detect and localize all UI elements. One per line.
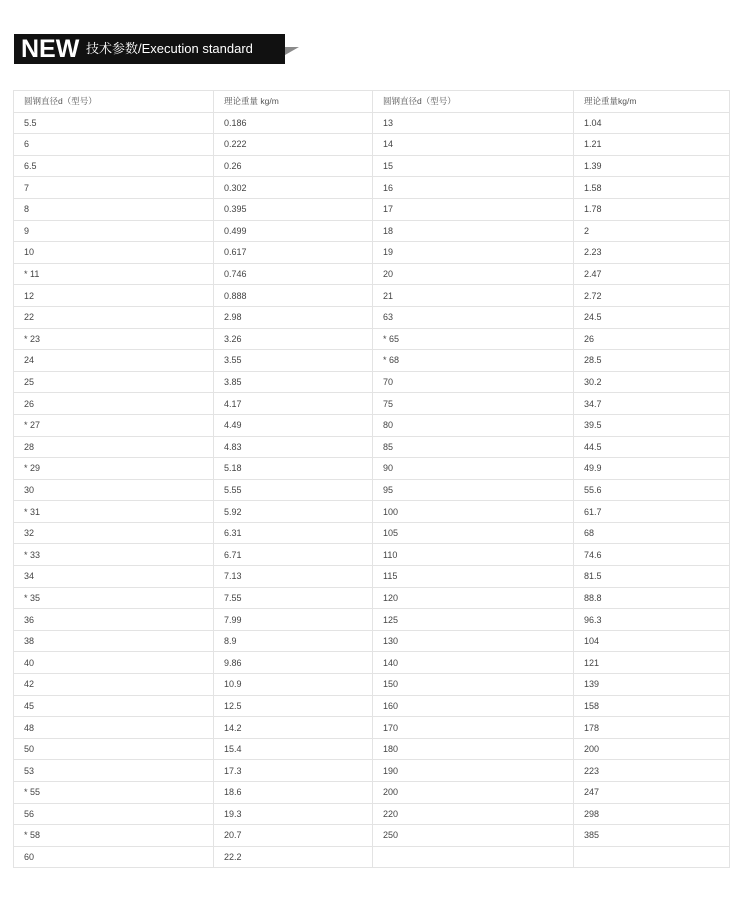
table-row <box>14 630 730 652</box>
table-row <box>14 458 730 480</box>
cell-diameter: 40 <box>14 652 214 674</box>
cell-diameter: 150 <box>373 674 574 696</box>
table-row <box>14 846 730 868</box>
cell-diameter: 250 <box>373 825 574 847</box>
cell-diameter: 220 <box>373 803 574 825</box>
cell-diameter: 10 <box>14 242 214 264</box>
cell-weight: 0.499 <box>214 220 373 242</box>
cell-weight: 7.55 <box>214 587 373 609</box>
cell-weight: 26 <box>574 328 730 350</box>
cell-diameter: 19 <box>373 242 574 264</box>
cell-diameter: 34 <box>14 566 214 588</box>
table-row <box>14 652 730 674</box>
table-row <box>14 782 730 804</box>
cell-weight: 61.7 <box>574 501 730 523</box>
cell-diameter: 28 <box>14 436 214 458</box>
cell-weight: 7.99 <box>214 609 373 631</box>
cell-diameter: * 55 <box>14 782 214 804</box>
cell-diameter: 80 <box>373 414 574 436</box>
cell-diameter: * 65 <box>373 328 574 350</box>
cell-weight: 2.98 <box>214 306 373 328</box>
cell-weight: 34.7 <box>574 393 730 415</box>
cell-diameter: 38 <box>14 630 214 652</box>
cell-weight: 4.49 <box>214 414 373 436</box>
cell-weight: 6.71 <box>214 544 373 566</box>
cell-diameter: * 31 <box>14 501 214 523</box>
cell-weight: 88.8 <box>574 587 730 609</box>
cell-diameter: 5.5 <box>14 112 214 134</box>
cell-diameter: 53 <box>14 760 214 782</box>
cell-weight: 20.7 <box>214 825 373 847</box>
table-row <box>14 220 730 242</box>
table-row <box>14 717 730 739</box>
cell-diameter: 9 <box>14 220 214 242</box>
cell-diameter: 120 <box>373 587 574 609</box>
cell-diameter: 56 <box>14 803 214 825</box>
header-cell-weight: 理论重量kg/m <box>574 91 730 113</box>
cell-diameter: * 58 <box>14 825 214 847</box>
table-row <box>14 609 730 631</box>
cell-diameter: * 33 <box>14 544 214 566</box>
table-row <box>14 242 730 264</box>
cell-diameter: 45 <box>14 695 214 717</box>
cell-diameter: 12 <box>14 285 214 307</box>
table-header-row <box>14 91 730 113</box>
cell-weight: 178 <box>574 717 730 739</box>
table-row <box>14 803 730 825</box>
cell-diameter: 20 <box>373 263 574 285</box>
banner-new-label: NEW <box>21 35 80 63</box>
cell-diameter: 75 <box>373 393 574 415</box>
table-row <box>14 738 730 760</box>
cell-weight: 68 <box>574 522 730 544</box>
cell-weight: 96.3 <box>574 609 730 631</box>
cell-weight: 39.5 <box>574 414 730 436</box>
cell-diameter: 30 <box>14 479 214 501</box>
cell-weight: 298 <box>574 803 730 825</box>
cell-diameter: 6.5 <box>14 155 214 177</box>
cell-diameter: 24 <box>14 350 214 372</box>
cell-weight: 74.6 <box>574 544 730 566</box>
cell-weight: 0.888 <box>214 285 373 307</box>
cell-weight: 15.4 <box>214 738 373 760</box>
cell-weight: 1.58 <box>574 177 730 199</box>
cell-weight: 49.9 <box>574 458 730 480</box>
table-row <box>14 760 730 782</box>
cell-weight: 17.3 <box>214 760 373 782</box>
cell-diameter: 7 <box>14 177 214 199</box>
table-row <box>14 544 730 566</box>
cell-diameter: 50 <box>14 738 214 760</box>
cell-diameter: 170 <box>373 717 574 739</box>
cell-diameter: 160 <box>373 695 574 717</box>
cell-weight: 104 <box>574 630 730 652</box>
cell-weight: 158 <box>574 695 730 717</box>
cell-diameter <box>373 846 574 868</box>
cell-weight: 5.55 <box>214 479 373 501</box>
cell-weight: 0.395 <box>214 198 373 220</box>
cell-weight: 2.72 <box>574 285 730 307</box>
cell-diameter: 14 <box>373 134 574 156</box>
cell-diameter: 13 <box>373 112 574 134</box>
cell-weight: 4.17 <box>214 393 373 415</box>
header-cell-weight: 理论重量 kg/m <box>214 91 373 113</box>
cell-diameter: 130 <box>373 630 574 652</box>
cell-diameter: 17 <box>373 198 574 220</box>
cell-weight: 12.5 <box>214 695 373 717</box>
cell-weight: 0.617 <box>214 242 373 264</box>
table-row <box>14 177 730 199</box>
cell-diameter: * 27 <box>14 414 214 436</box>
cell-weight: 247 <box>574 782 730 804</box>
cell-diameter: 25 <box>14 371 214 393</box>
cell-weight: 28.5 <box>574 350 730 372</box>
table-row <box>14 436 730 458</box>
cell-weight: 14.2 <box>214 717 373 739</box>
cell-weight: 9.86 <box>214 652 373 674</box>
cell-weight: 0.186 <box>214 112 373 134</box>
cell-weight: 44.5 <box>574 436 730 458</box>
cell-diameter: 115 <box>373 566 574 588</box>
cell-diameter: 18 <box>373 220 574 242</box>
cell-weight: 1.39 <box>574 155 730 177</box>
cell-diameter: 16 <box>373 177 574 199</box>
cell-diameter: * 35 <box>14 587 214 609</box>
cell-weight: 55.6 <box>574 479 730 501</box>
cell-diameter: 85 <box>373 436 574 458</box>
table-row <box>14 263 730 285</box>
cell-diameter: * 68 <box>373 350 574 372</box>
table-row <box>14 134 730 156</box>
cell-weight: 19.3 <box>214 803 373 825</box>
spec-table <box>13 90 730 868</box>
cell-weight: 18.6 <box>214 782 373 804</box>
cell-diameter: 125 <box>373 609 574 631</box>
table-row <box>14 371 730 393</box>
cell-weight: 8.9 <box>214 630 373 652</box>
table-row <box>14 306 730 328</box>
cell-diameter: * 29 <box>14 458 214 480</box>
cell-diameter: 36 <box>14 609 214 631</box>
cell-diameter: 15 <box>373 155 574 177</box>
table-row <box>14 479 730 501</box>
cell-diameter: 140 <box>373 652 574 674</box>
cell-diameter: 48 <box>14 717 214 739</box>
cell-weight: 7.13 <box>214 566 373 588</box>
table-row <box>14 350 730 372</box>
cell-diameter: 90 <box>373 458 574 480</box>
cell-diameter: 60 <box>14 846 214 868</box>
table-row <box>14 501 730 523</box>
cell-diameter: 63 <box>373 306 574 328</box>
section-banner <box>14 34 299 64</box>
cell-diameter: 110 <box>373 544 574 566</box>
cell-weight: 2 <box>574 220 730 242</box>
table-row <box>14 328 730 350</box>
cell-diameter: 95 <box>373 479 574 501</box>
cell-weight: 5.92 <box>214 501 373 523</box>
table-row <box>14 414 730 436</box>
cell-diameter: 22 <box>14 306 214 328</box>
table-row <box>14 285 730 307</box>
cell-weight: 0.302 <box>214 177 373 199</box>
cell-weight: 10.9 <box>214 674 373 696</box>
cell-weight: 30.2 <box>574 371 730 393</box>
cell-weight: 5.18 <box>214 458 373 480</box>
table-row <box>14 198 730 220</box>
cell-weight: 121 <box>574 652 730 674</box>
cell-weight: 22.2 <box>214 846 373 868</box>
cell-weight: 200 <box>574 738 730 760</box>
cell-weight: 1.04 <box>574 112 730 134</box>
cell-diameter: 180 <box>373 738 574 760</box>
cell-weight: 2.23 <box>574 242 730 264</box>
banner-corner-shape <box>285 47 299 55</box>
table-row <box>14 695 730 717</box>
cell-weight: 3.55 <box>214 350 373 372</box>
cell-diameter: 32 <box>14 522 214 544</box>
cell-diameter: 190 <box>373 760 574 782</box>
cell-weight: 3.26 <box>214 328 373 350</box>
table-row <box>14 587 730 609</box>
cell-diameter: 105 <box>373 522 574 544</box>
cell-weight: 24.5 <box>574 306 730 328</box>
cell-weight: 223 <box>574 760 730 782</box>
cell-weight: 1.78 <box>574 198 730 220</box>
cell-weight: 81.5 <box>574 566 730 588</box>
table-row <box>14 674 730 696</box>
cell-weight: 0.222 <box>214 134 373 156</box>
cell-diameter: 100 <box>373 501 574 523</box>
cell-diameter: 26 <box>14 393 214 415</box>
cell-weight: 139 <box>574 674 730 696</box>
cell-diameter: * 23 <box>14 328 214 350</box>
spec-table-body <box>14 91 730 868</box>
cell-weight: 6.31 <box>214 522 373 544</box>
table-row <box>14 566 730 588</box>
header-cell-diameter: 圆钢直径d（型号） <box>14 91 214 113</box>
cell-weight: 385 <box>574 825 730 847</box>
cell-weight: 0.26 <box>214 155 373 177</box>
cell-diameter: 42 <box>14 674 214 696</box>
table-row <box>14 155 730 177</box>
cell-diameter: 6 <box>14 134 214 156</box>
cell-diameter: 8 <box>14 198 214 220</box>
cell-weight: 3.85 <box>214 371 373 393</box>
banner-subtitle: 技术参数/Execution standard <box>86 41 253 56</box>
header-cell-diameter: 圆钢直径d（型号） <box>373 91 574 113</box>
table-row <box>14 825 730 847</box>
cell-weight: 0.746 <box>214 263 373 285</box>
table-row <box>14 522 730 544</box>
cell-weight: 4.83 <box>214 436 373 458</box>
table-row <box>14 112 730 134</box>
cell-diameter: 21 <box>373 285 574 307</box>
cell-weight <box>574 846 730 868</box>
cell-weight: 1.21 <box>574 134 730 156</box>
cell-diameter: 200 <box>373 782 574 804</box>
table-row <box>14 393 730 415</box>
cell-diameter: * 11 <box>14 263 214 285</box>
cell-weight: 2.47 <box>574 263 730 285</box>
cell-diameter: 70 <box>373 371 574 393</box>
